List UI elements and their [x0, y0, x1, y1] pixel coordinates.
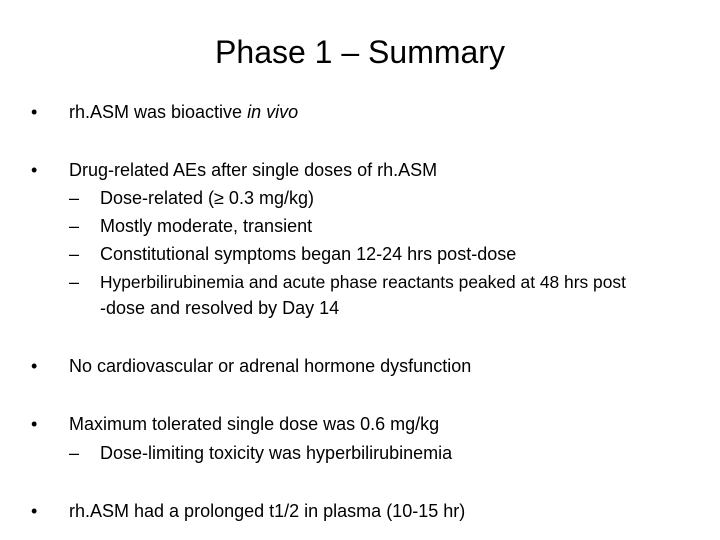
bullet-marker: • — [31, 160, 38, 180]
sub-bullet-continuation-text: -dose and resolved by Day 14 — [100, 298, 340, 318]
sub-bullet-text: Constitutional symptoms began 12-24 hrs post-dose — [100, 244, 517, 264]
sub-bullet-marker: – — [69, 244, 80, 264]
sub-bullet-marker: – — [69, 188, 80, 208]
sub-bullet-text: Hyperbilirubinemia and acute phase reactants peaked at 48 hrs post — [100, 272, 626, 292]
slide-title: Phase 1 – Summary — [215, 34, 505, 70]
bullet-text: Drug-related AEs after single doses of rh.ASM — [69, 160, 438, 180]
sub-bullet-text: Dose-limiting toxicity was hyperbilirubinemia — [100, 443, 453, 463]
bullet-text — [69, 100, 298, 124]
bullet-text-main: rh.ASM was bioactive — [69, 102, 248, 122]
bullet-marker: • — [31, 356, 38, 376]
sub-bullet-marker: – — [69, 272, 80, 292]
sub-bullet-marker: – — [69, 216, 80, 236]
sub-bullet-text: Mostly moderate, transient — [100, 216, 313, 236]
bullet-marker: • — [31, 414, 38, 434]
bullet-text-italic: in vivo — [247, 102, 299, 122]
sub-bullet-text: Dose-related (≥ 0.3 mg/kg) — [100, 188, 314, 208]
sub-bullet-marker: – — [69, 443, 80, 463]
bullet-text: Maximum tolerated single dose was 0.6 mg/kg — [69, 414, 440, 434]
bullet-marker: • — [31, 102, 38, 122]
bullet-marker: • — [31, 501, 38, 521]
bullet-text: rh.ASM had a prolonged t1/2 in plasma (10-15 hr) — [69, 501, 466, 521]
bullet-text: No cardiovascular or adrenal hormone dysfunction — [69, 356, 472, 376]
